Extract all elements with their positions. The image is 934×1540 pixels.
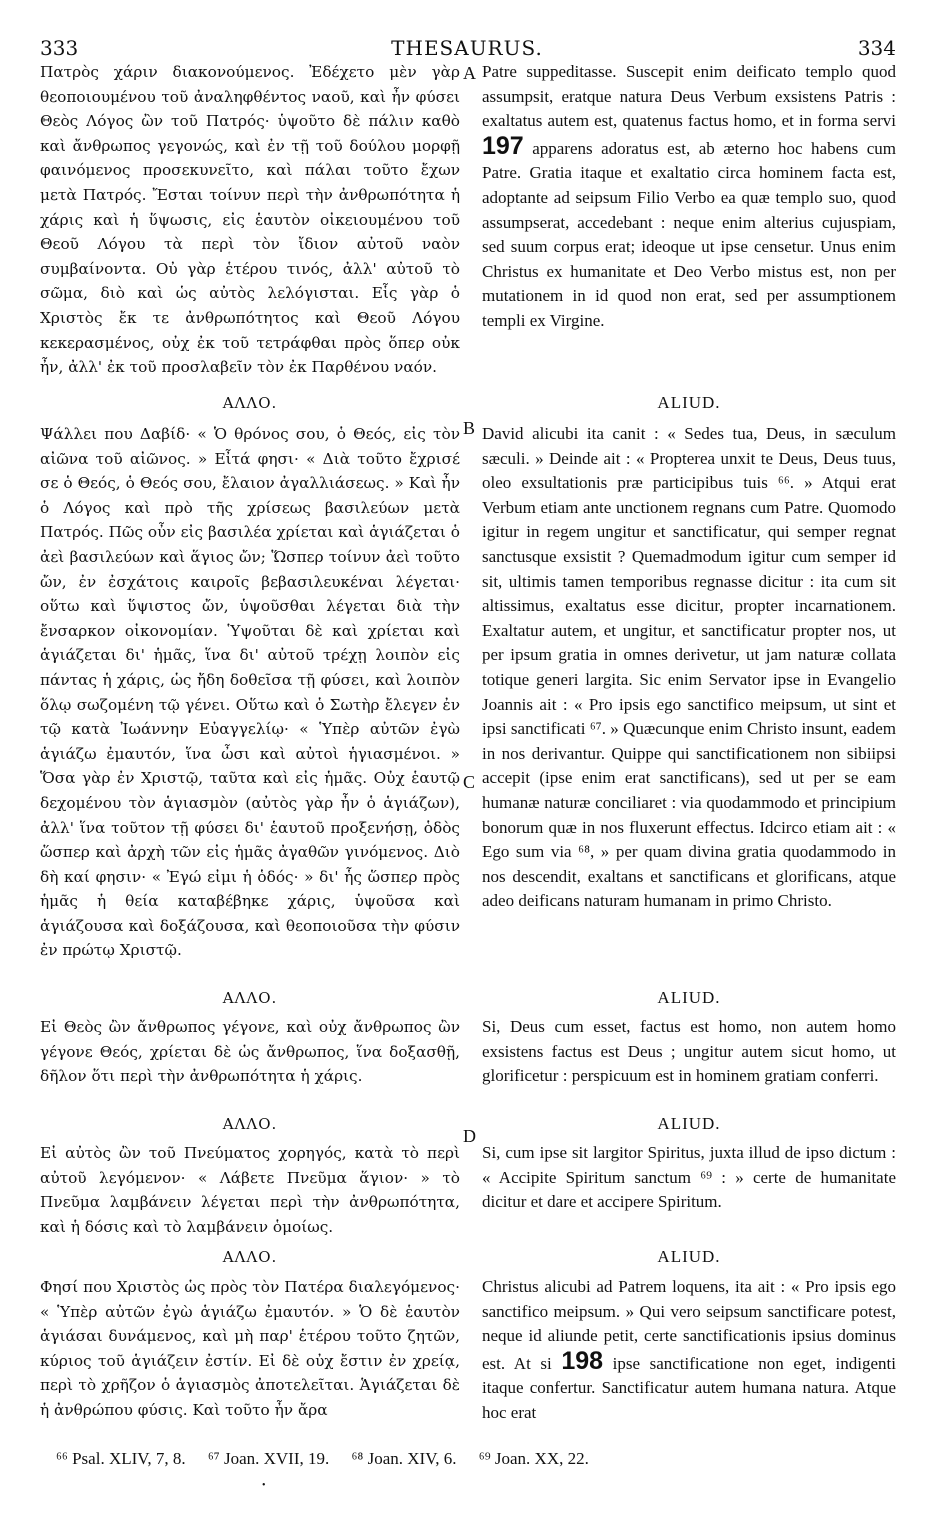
- footnote-69: ⁶⁹ Joan. XX, 22.: [478, 1449, 589, 1468]
- greek-section-heading-1: ΑΛΛΟ.: [222, 394, 278, 412]
- column-number-197: 197: [482, 131, 524, 160]
- greek-section-4-text: Φησί που Χριστὸς ὡς πρὸς τὸν Πατέρα διαλεγόμενος· « Ὑπὲρ αὐτῶν ἐγὼ ἁγιάζω ἐμαυτόν. » Ὁ δὲ ἑαυτὸν ἁγιάσαι δυνάμενος, καὶ μὴ παρ' ἑτέρου τοῦτο ζητῶν, κύριος τοῦ ἁγιάζειν ἐστίν. Εἰ δὲ οὐχ ἔστιν ἐν χρείᾳ, περὶ τὸ χρῆζον ὁ ἁγιασμὸς ἀποτελεῖται. Ἁγιάζεται δὲ ἡ ἀνθρώπου φύσις. Καὶ τοῦτο ἦν ἄρα: [40, 1278, 460, 1419]
- latin-intro-text-a: Patre suppeditasse. Suscepit enim deificato templo quod assumpsit, eratque natura Deus Verbum exsistens Patris : exaltatus autem est, quatenus factus homo, et in forma servi: [482, 62, 896, 131]
- latin-section-3-text: Si, cum ipse sit largitor Spiritus, juxta illud de ipso dictum : « Accipite Spiritum sanctum ⁶⁹ : » certe de humanitate dicitur et dare et accipere Spiritum.: [482, 1143, 896, 1212]
- latin-section-4-text-b: ipse sanctificatione non eget, indigenti itaque confertur. Sanctificatur autem humana natura. Atque hoc erat: [482, 1353, 896, 1422]
- latin-intro-text-b: apparens adoratus est, ab æterno hoc habens cum Patre. Gratia itaque et exaltatio circa hominem facta est, adoptante ad seipsum Filio Verbo ea quæ templo suo, quod assumpserat, accedebant : neque enim alterius cujuspiam, sed suum corpus erat; ideoque ut ipse censetur. Unus enim Christus ex humanitate et Deo Verbo mistus est, non per mutationem in id quod non erat, sed per assumptionem templi ex Virgine.: [482, 138, 896, 330]
- greek-section-1-text: Ψάλλει που Δαβίδ· « Ὁ θρόνος σου, ὁ Θεός, εἰς τὸν αἰῶνα τοῦ αἰῶνος. » Εἶτά φησι· « Διὰ τοῦτο ἔχρισέ σε ὁ Θεός, ὁ Θεός σου, ἔλαιον ἀγαλλιάσεως. » Καὶ ἦν ὁ Λόγος καὶ πρὸ τῆς χρίσεως βασιλεύων μετὰ Πατρός. Πῶς οὖν εἰς βασιλέα χρίεται καὶ ἁγιάζεται ὁ ἀεὶ βασιλεύων καὶ ἅγιος ὤν; Ὥσπερ τοίνυν ἀεὶ τοῦτο ὤν, ἐν ἐσχάτοις καιροῖς βεβασιλευκέναι λέγεται· οὕτω καὶ ὕψιστος ὤν, ὑψοῦσθαι λέγεται διὰ τὴν ἔνσαρκον οἰκονομίαν. Ὑψοῦται δὲ καὶ χρίεται καὶ ἁγιάζεται δι' ἡμᾶς, ἵνα δι' αὐτοῦ τρέχῃ λοιπὸν εἰς πάντας ἡ χάρις, ὡς ἤδη δοθεῖσα τῇ φύσει, καὶ λοιπὸν ὅλῳ σωζομένη τῷ γένει. Οὕτω καὶ ὁ Σωτὴρ ἔλεγεν ἐν τῷ κατὰ Ἰωάννην Εὐαγγελίῳ· « Ὑπὲρ αὐτῶν ἐγὼ ἁγιάζω ἐμαυτόν, ἵνα ὦσι καὶ αὐτοὶ ἡγιασμένοι. » Ὅσα γὰρ ἐν Χριστῷ, ταῦτα καὶ εἰς ἡμᾶς. Οὐχ ἑαυτῷ δεχομένου τὸν ἁγιασμὸν (αὐτὸς γὰρ ἦν ὁ ἁγιάζων), ἀλλ' ἵνα τοῦτον τῇ φύσει δι' ἑαυτοῦ προξενήσῃ, ὁδὸς ὥσπερ καὶ ἀρχὴ τῶν εἰς ἡμᾶς ἀγαθῶν γινόμενος. Διὸ δὴ καί φησιν· « Ἐγώ εἰμι ἡ ὁδός· » δι' ἧς ὥσπερ πρὸς ἡμᾶς ἡ θεία καταβέβηκε χάρις, ὑψοῦσα καὶ ἁγιάζουσα καὶ δοξάζουσα, καὶ θεοποιοῦσα τὴν φύσιν ἐν πρώτῳ Χριστῷ.: [40, 425, 460, 960]
- greek-section-3: [40, 1141, 460, 1239]
- left-page-number: 333: [40, 36, 79, 60]
- column-number-198: 198: [561, 1346, 604, 1375]
- greek-intro-text: Πατρὸς χάριν διακονούμενος. Ἐδέχετο μὲν γὰρ θεοποιουμένου τοῦ ἀναληφθέντος ναοῦ, καὶ ἦν φύσει Θεὸς Λόγος ὢν τοῦ Πατρός· ὑψοῦτο δὲ πάλιν καθὸ καὶ ἄνθρωπος γεγονώς, καὶ ἐν τῇ τοῦ δούλου μορφῇ φαινόμενος προσεκυνεῖτο, καὶ πάλαι τοῦτο ἔχων μετὰ Πατρός. Ἔσται τοίνυν περὶ τὴν ἀνθρωπότητα ἡ χάρις καὶ ἡ ὕψωσις, εἰς ἑαυτὸν οἰκειουμένου τοῦ Θεοῦ Λόγου τὰ περὶ τὸν ἴδιον αὐτοῦ ναὸν συμβαίνοντα. Οὐ γὰρ ἑτέρου τινός, ἀλλ' αὐτοῦ τὸ σῶμα, διὸ καὶ ὡς αὐτὸς λελόγισται. Εἷς γὰρ ὁ Χριστὸς ἔκ τε ἀνθρωπότητος καὶ Θεοῦ Λόγου κεκερασμένος, οὐχ ἐκ τοῦ τετράφθαι πρὸς ὅπερ οὐκ ἦν, ἀλλ' ἐκ τοῦ προσλαβεῖν τὸν ἐκ Παρθένου ναόν.: [40, 63, 460, 377]
- latin-section-1: [482, 422, 896, 914]
- greek-section-heading-3: ΑΛΛΟ.: [222, 1115, 278, 1133]
- running-title: THESAURUS.: [391, 36, 543, 60]
- greek-section-2-text: Εἰ Θεὸς ὢν ἄνθρωπος γέγονε, καὶ οὐχ ἄνθρωπος ὢν γέγονε Θεός, χρίεται δὲ ὡς ἄνθρωπος, ἵνα δοξασθῇ, δῆλον ὅτι περὶ τὴν ἀνθρωπότητα ἡ χάρις.: [40, 1018, 460, 1086]
- margin-letter-c: C: [463, 772, 476, 792]
- latin-section-heading-3: ALIUD.: [657, 1114, 721, 1133]
- latin-section-heading-2: ALIUD.: [657, 988, 721, 1007]
- latin-section-2-text: Si, Deus cum esset, factus est homo, non autem homo exsistens factus est Deus ; ungitur autem sicut homo, ut glorificetur : perspicuum est in hominem gratiam conferri.: [482, 1017, 896, 1086]
- footnote-68: ⁶⁸ Joan. XIV, 6.: [351, 1449, 457, 1468]
- greek-section-3-text: Εἰ αὐτὸς ὢν τοῦ Πνεύματος χορηγός, κατὰ τὸ περὶ αὐτοῦ λεγόμενον· « Λάβετε Πνεῦμα ἅγιον· » τὸ Πνεῦμα λαμβάνειν λέγεται περὶ τὴν ἀνθρωπότητα, καὶ ἡ δόσις καὶ τὸ λαμβάνειν ὁμοίως.: [40, 1144, 460, 1236]
- latin-section-heading-1: ALIUD.: [657, 393, 721, 412]
- footer-mark: •: [262, 1480, 266, 1491]
- latin-intro-block: [482, 60, 896, 334]
- right-page-number: 334: [857, 36, 896, 60]
- greek-intro-block: [40, 60, 460, 380]
- latin-section-4-paragraph: [482, 1275, 896, 1426]
- greek-section-1: [40, 422, 460, 963]
- footnote-66: ⁶⁶ Psal. XLIV, 7, 8.: [56, 1449, 186, 1468]
- latin-section-4: [482, 1275, 896, 1426]
- footnote-67: ⁶⁷ Joan. XVII, 19.: [207, 1449, 330, 1468]
- footnotes: [56, 1449, 896, 1469]
- greek-section-4: [40, 1275, 460, 1423]
- latin-section-1-text: David alicubi ita canit : « Sedes tua, Deus, in sæculum sæculi. » Deinde ait : « Propterea unxit te Deus, Deus tuus, oleo exsultationis præ participibus tuis ⁶⁶. » Atqui erat Verbum etiam ante unctionem regnans cum Patre. Quomodo igitur in regem ungitur et sanctificatur, qui semper regnat sanctusque exsistit ? Quemadmodum igitur cum semper id sit, ultimis tamen temporibus regnasse dicitur : ita cum sit altissimus, exaltatus esse dicitur, propter incarnationem. Exaltatur autem, et ungitur, et sanctificatur propter nos, ut per ipsum gratia in omnes derivetur, ut jam naturæ collata totique generi largita. Sic enim Servator ipse in Evangelio Joannis ait : « Pro ipsis ego sanctifico meipsum, ut sint et ipsi sanctificati ⁶⁷. » Quæcunque enim Christo insunt, eadem in nos derivantur. Quippe qui sanctificationem non sibiipsi accepit (ipse enim erat sanctificans), sed ut per se eam humanæ naturæ conciliaret : via quodammodo et principium bonorum quæ in nos fluxerunt effectus. Idcirco etiam ait : « Ego sum via ⁶⁸, » per quam divina gratia quodammodo in nos descendit, exaltans et sanctificans et glorificans, atque adeo deificans naturam humanam in primo Christo.: [482, 424, 896, 911]
- greek-section-heading-2: ΑΛΛΟ.: [222, 989, 278, 1007]
- greek-section-heading-4: ΑΛΛΟ.: [222, 1248, 278, 1266]
- margin-letter-d: D: [463, 1126, 476, 1146]
- margin-letter-b: B: [463, 418, 476, 438]
- latin-section-3: [482, 1141, 896, 1215]
- latin-intro-paragraph: [482, 60, 896, 334]
- latin-section-2: [482, 1015, 896, 1089]
- latin-section-heading-4: ALIUD.: [657, 1247, 721, 1266]
- latin-section-4-text-a: Christus alicubi ad Patrem loquens, ita ait : « Pro ipsis ego sanctifico meipsum. » Qui vero seipsum sanctificare potest, neque id aliunde petit, certe sanctificationis ipsius dominus est. At si: [482, 1277, 896, 1373]
- margin-letter-a: A: [463, 63, 476, 83]
- greek-section-2: [40, 1015, 460, 1089]
